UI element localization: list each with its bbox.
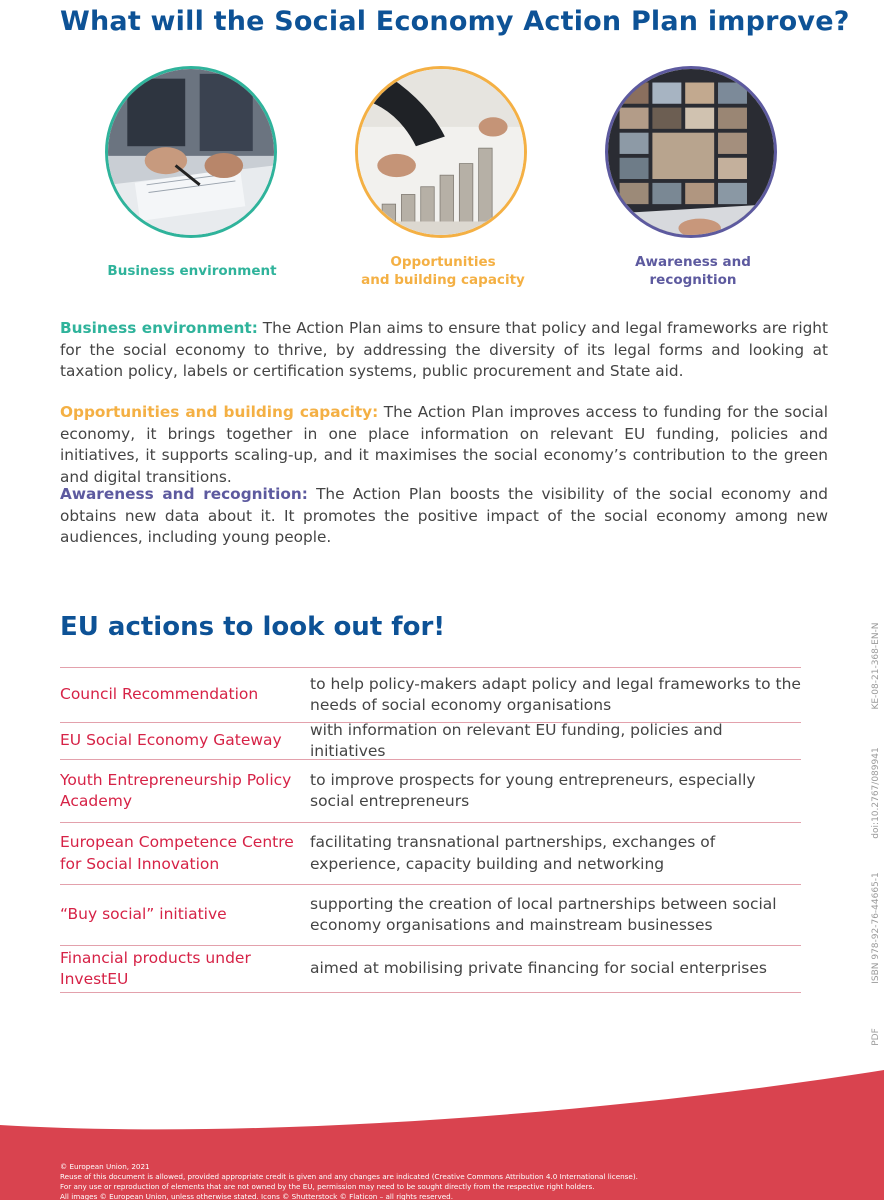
footer-legal bbox=[60, 1162, 860, 1202]
footer-images: All images © European Union, unless otherwise stated. Icons © Shutterstock © Flaticon – all rights reserved. bbox=[60, 1192, 453, 1201]
page-title: What will the Social Economy Action Plan improve? bbox=[60, 6, 850, 37]
actions-table bbox=[60, 667, 801, 993]
business-photo bbox=[105, 66, 277, 238]
business-lead: Business environment: bbox=[60, 319, 258, 337]
business-paragraph bbox=[60, 318, 828, 383]
footer-permission: For any use or reproduction of elements that are not owned by the EU, permission may need to be sought directly from the respective right holders. bbox=[60, 1182, 595, 1191]
action-description: with information on relevant EU funding, policies and initiatives bbox=[310, 720, 723, 760]
doi-code: doi:10.2767/089941 bbox=[871, 747, 881, 839]
table-row bbox=[60, 823, 801, 885]
business-caption-line1: Business environment bbox=[107, 263, 277, 279]
action-name: “Buy social” initiative bbox=[60, 905, 227, 924]
actions-heading: EU actions to look out for! bbox=[60, 612, 446, 642]
awareness-paragraph bbox=[60, 484, 828, 549]
business-text: The Action Plan aims to ensure that policy and legal frameworks are right for the social economy to thrive, by addressing the diversity of its legal forms and looking at taxation policy, labels or certification systems, public procurement and State aid. bbox=[60, 319, 828, 381]
awareness-caption-line1: Awareness and bbox=[635, 254, 751, 270]
footer-reuse: Reuse of this document is allowed, provided appropriate credit is given and any changes are indicated (Creative Commons Attribution 4.0 International license). bbox=[60, 1172, 638, 1181]
awareness-photo bbox=[605, 66, 777, 238]
opportunities-lead: Opportunities and building capacity: bbox=[60, 403, 379, 421]
action-description: facilitating transnational partnerships, exchanges of experience, capacity building and networking bbox=[310, 833, 716, 873]
action-name: Youth Entrepreneurship Policy Academy bbox=[60, 770, 292, 810]
action-description: aimed at mobilising private financing for social enterprises bbox=[310, 959, 767, 978]
business-caption bbox=[82, 262, 302, 280]
opportunities-paragraph bbox=[60, 402, 828, 488]
table-row bbox=[60, 946, 801, 993]
action-name: Council Recommendation bbox=[60, 685, 259, 704]
table-row bbox=[60, 720, 801, 760]
awareness-lead: Awareness and recognition: bbox=[60, 485, 308, 503]
table-row bbox=[60, 760, 801, 823]
opportunities-photo bbox=[355, 66, 527, 238]
table-row bbox=[60, 668, 801, 723]
footer-copyright: © European Union, 2021 bbox=[60, 1162, 150, 1171]
table-row bbox=[60, 885, 801, 946]
action-name: EU Social Economy Gateway bbox=[60, 731, 282, 750]
opportunities-caption-line1: Opportunities bbox=[390, 254, 496, 270]
isbn-code: ISBN 978-92-76-44665-1 bbox=[871, 872, 881, 984]
opportunities-caption-line2: and building capacity bbox=[361, 272, 525, 288]
action-description: supporting the creation of local partnerships between social economy organisations and mainstream businesses bbox=[310, 894, 777, 934]
opportunities-caption bbox=[333, 253, 553, 289]
action-description: to improve prospects for young entrepreneurs, especially social entrepreneurs bbox=[310, 770, 756, 810]
awareness-caption bbox=[583, 253, 803, 289]
opportunities-text: The Action Plan improves access to funding for the social economy, it brings together in one place information on relevant EU funding, policies and initiatives, it supports scaling-up, and it maximises the social economy’s contribution to the green and digital transitions. bbox=[60, 403, 828, 486]
awareness-caption-line2: recognition bbox=[649, 272, 737, 288]
format-code: PDF bbox=[871, 1028, 881, 1046]
action-description: to help policy-makers adapt policy and legal frameworks to the needs of social economy organisations bbox=[310, 674, 801, 714]
catalogue-number: KE-08-21-368-EN-N bbox=[871, 622, 881, 710]
action-name: European Competence Centre for Social Innovation bbox=[60, 833, 294, 873]
action-name: Financial products under InvestEU bbox=[60, 948, 251, 988]
awareness-text: The Action Plan boosts the visibility of the social economy and obtains new data about it. It promotes the positive impact of the social economy among new audiences, including young people. bbox=[60, 485, 828, 547]
